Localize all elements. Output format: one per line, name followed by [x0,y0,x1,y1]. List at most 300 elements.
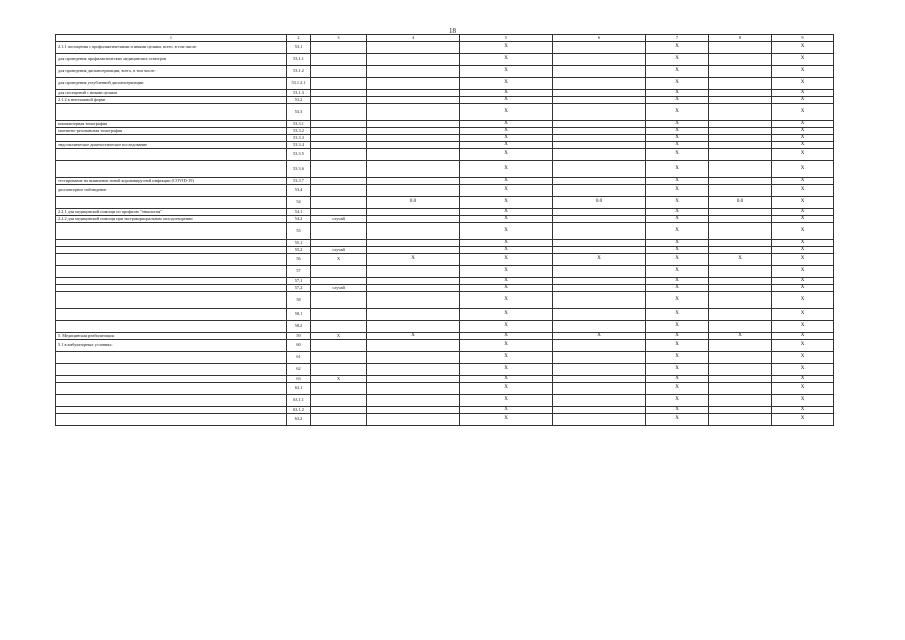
cell-v9: X [772,321,834,333]
cell-v8 [709,278,772,285]
cell-v8 [709,223,772,240]
cell-code: 53.3.6 [287,161,311,178]
cell-v7: X [646,66,709,78]
cell-unit [311,42,367,54]
cell-v8 [709,149,772,161]
cell-unit [311,135,367,142]
cell-v9: X [772,161,834,178]
cell-v6 [553,121,646,128]
cell-v5: X [460,285,553,292]
cell-v6 [553,97,646,104]
cell-v5: X [460,292,553,309]
cell-v6 [553,376,646,383]
cell-v7: X [646,178,709,185]
table-row [56,309,834,321]
cell-v5: X [460,216,553,223]
cell-v6: 0.0 [553,197,646,209]
cell-v3 [367,266,460,278]
cell-code: 53.3.5 [287,149,311,161]
table-row [56,161,834,178]
cell-v9: X [772,309,834,321]
cell-v3 [367,90,460,97]
cell-code: 53.3.2 [287,128,311,135]
cell-v5: X [460,66,553,78]
cell-code: 58,2 [287,321,311,333]
cell-v3 [367,309,460,321]
cell-name: 2.2.2 для медицинской помощи при экстракорпоральном оплодотворении [56,216,287,223]
cell-v8 [709,340,772,352]
cell-name [56,135,287,142]
cell-v3: X [367,333,460,340]
cell-v5: X [460,414,553,426]
cell-name: 2.1.2 в неотложной форме [56,97,287,104]
cell-v9: X [772,292,834,309]
cell-v6 [553,407,646,414]
cell-v8 [709,42,772,54]
cell-v3 [367,414,460,426]
cell-unit [311,240,367,247]
cell-unit [311,209,367,216]
cell-v9: X [772,209,834,216]
cell-v6: X [553,254,646,266]
cell-name [56,266,287,278]
cell-v6 [553,364,646,376]
cell-code: 58 [287,292,311,309]
table-row [56,42,834,54]
cell-code: 57,1 [287,278,311,285]
header-cell: 7 [646,35,709,42]
table-row [56,128,834,135]
cell-name [56,285,287,292]
cell-v5: X [460,197,553,209]
cell-name: 2.2.1 для медицинской помощи по профилю "онкология" [56,209,287,216]
cell-unit [311,223,367,240]
cell-v9: X [772,278,834,285]
cell-v9: X [772,142,834,149]
cell-v9: X [772,104,834,121]
cell-v5: X [460,178,553,185]
cell-v3 [367,285,460,292]
cell-code: 53.1.2 [287,66,311,78]
cell-v8 [709,285,772,292]
cell-v3 [367,97,460,104]
cell-v6 [553,209,646,216]
cell-code: 53.1.2.1 [287,78,311,90]
cell-v9: X [772,97,834,104]
cell-v7: X [646,407,709,414]
cell-v8: 0.0 [709,197,772,209]
cell-unit [311,340,367,352]
cell-name: эндоскопическое диагностическое исследование [56,142,287,149]
cell-unit [311,121,367,128]
cell-code: 53.1.1 [287,54,311,66]
cell-unit [311,278,367,285]
cell-v8 [709,135,772,142]
cell-unit [311,142,367,149]
cell-unit [311,97,367,104]
cell-v6 [553,340,646,352]
cell-v3 [367,352,460,364]
cell-v3 [367,278,460,285]
cell-v5: X [460,352,553,364]
header-cell: 9 [772,35,834,42]
cell-name: 5. Медицинская реабилитация: [56,333,287,340]
cell-code: 63 [287,376,311,383]
cell-v7: X [646,42,709,54]
cell-v3 [367,178,460,185]
cell-v7: X [646,278,709,285]
table-row [56,321,834,333]
cell-code: 63,1 [287,383,311,395]
cell-v8: X [709,254,772,266]
cell-v5: X [460,223,553,240]
cell-v3 [367,209,460,216]
cell-v6: X [553,333,646,340]
cell-v8 [709,161,772,178]
table-row [56,209,834,216]
cell-v8 [709,414,772,426]
cell-v3 [367,395,460,407]
cell-name [56,149,287,161]
cell-name [56,247,287,254]
cell-code: 53.3.4 [287,142,311,149]
cell-v6 [553,135,646,142]
cell-v3 [367,161,460,178]
cell-name [56,197,287,209]
cell-v8 [709,395,772,407]
cell-code: 53,1 [287,42,311,54]
cell-v9: X [772,78,834,90]
cell-v7: X [646,285,709,292]
table-row [56,54,834,66]
table-row [56,364,834,376]
cell-name: компьютерная томография [56,121,287,128]
table-row [56,142,834,149]
cell-name: магнитно-резонансная томография [56,128,287,135]
table-row [56,97,834,104]
table-row [56,254,834,266]
cell-v8 [709,104,772,121]
cell-v5: X [460,78,553,90]
cell-unit [311,178,367,185]
cell-name [56,104,287,121]
cell-name: для посещений с иными целями [56,90,287,97]
cell-unit: X [311,376,367,383]
cell-name: диспансерное наблюдение [56,185,287,197]
cell-v8 [709,78,772,90]
cell-v5: X [460,340,553,352]
cell-v3 [367,223,460,240]
cell-v8 [709,376,772,383]
cell-name: 5.1 в амбулаторных условиях: [56,340,287,352]
cell-unit [311,185,367,197]
cell-v3 [367,321,460,333]
cell-v8 [709,178,772,185]
cell-code: 63,2 [287,414,311,426]
cell-v8 [709,97,772,104]
table-row [56,185,834,197]
table-row [56,352,834,364]
cell-v7: X [646,216,709,223]
cell-v8 [709,54,772,66]
table-row [56,376,834,383]
cell-v3 [367,121,460,128]
cell-v7: X [646,383,709,395]
table-row [56,383,834,395]
cell-name: тестирование на выявление новой коронавирусной инфекции (COVID-19) [56,178,287,185]
cell-v5: X [460,278,553,285]
cell-code: 58,1 [287,309,311,321]
header-cell: 5 [460,35,553,42]
cell-v7: X [646,247,709,254]
table-row [56,223,834,240]
cell-unit [311,309,367,321]
cell-v6 [553,128,646,135]
cell-name [56,161,287,178]
cell-v8 [709,352,772,364]
cell-code: 54,2 [287,216,311,223]
cell-v9: X [772,197,834,209]
cell-v5: X [460,364,553,376]
cell-code: 53.3.7 [287,178,311,185]
cell-unit [311,407,367,414]
cell-v8 [709,321,772,333]
table-row [56,340,834,352]
cell-v9: X [772,128,834,135]
table-row [56,407,834,414]
cell-v3 [367,364,460,376]
cell-v6 [553,292,646,309]
cell-v9: X [772,407,834,414]
cell-code: 61 [287,352,311,364]
cell-unit [311,197,367,209]
cell-name [56,292,287,309]
cell-unit [311,383,367,395]
cell-v6 [553,395,646,407]
cell-v5: X [460,376,553,383]
cell-v3 [367,216,460,223]
cell-unit [311,90,367,97]
cell-v5: X [460,266,553,278]
cell-v6 [553,66,646,78]
cell-name [56,240,287,247]
cell-v7: X [646,104,709,121]
cell-v7: X [646,149,709,161]
cell-v6 [553,352,646,364]
cell-v7: X [646,142,709,149]
cell-v6 [553,216,646,223]
cell-v9: X [772,223,834,240]
cell-v5: X [460,407,553,414]
cell-v9: X [772,240,834,247]
cell-v7: X [646,352,709,364]
cell-v9: X [772,90,834,97]
cell-v9: X [772,135,834,142]
cell-unit [311,78,367,90]
cell-v9: X [772,247,834,254]
cell-v8 [709,66,772,78]
cell-name [56,321,287,333]
cell-v3 [367,66,460,78]
cell-v5: X [460,54,553,66]
cell-v7: X [646,185,709,197]
cell-v7: X [646,161,709,178]
table-row [56,178,834,185]
table-row [56,104,834,121]
cell-unit [311,414,367,426]
cell-name [56,376,287,383]
table-row [56,121,834,128]
cell-v9: X [772,333,834,340]
data-table [55,34,834,426]
cell-code: 54 [287,197,311,209]
cell-v6 [553,104,646,121]
cell-v6 [553,247,646,254]
cell-v8 [709,407,772,414]
cell-v7: X [646,240,709,247]
cell-v3 [367,240,460,247]
cell-v7: X [646,395,709,407]
cell-v7: X [646,135,709,142]
cell-v5: X [460,135,553,142]
table-row [56,333,834,340]
cell-v5: X [460,42,553,54]
cell-code: 55,1 [287,240,311,247]
cell-v7: X [646,97,709,104]
cell-v9: X [772,352,834,364]
cell-code: 55,2 [287,247,311,254]
cell-v5: X [460,104,553,121]
cell-unit [311,364,367,376]
cell-v9: X [772,66,834,78]
cell-name [56,352,287,364]
cell-code: 53.3.3 [287,135,311,142]
cell-v6 [553,285,646,292]
cell-v3 [367,292,460,309]
table-row [56,266,834,278]
cell-code: 53.1.3 [287,90,311,97]
cell-v6 [553,42,646,54]
cell-unit [311,292,367,309]
cell-name [56,254,287,266]
cell-code: 55 [287,223,311,240]
cell-name: для проведения диспансеризации, всего, в том числе: [56,66,287,78]
cell-v9: X [772,216,834,223]
cell-v7: X [646,121,709,128]
cell-v9: X [772,254,834,266]
cell-unit [311,54,367,66]
cell-v6 [553,240,646,247]
cell-v9: X [772,376,834,383]
header-cell: 4 [367,35,460,42]
cell-code: 57 [287,266,311,278]
cell-name [56,278,287,285]
cell-v7: X [646,292,709,309]
cell-v5: X [460,254,553,266]
header-cell: 6 [553,35,646,42]
cell-v6 [553,383,646,395]
cell-v7: X [646,90,709,97]
cell-v3 [367,376,460,383]
table-row [56,149,834,161]
cell-name: для проведения углубленной диспансеризации [56,78,287,90]
cell-v6 [553,309,646,321]
cell-v5: X [460,383,553,395]
cell-code: 63.1.2 [287,407,311,414]
cell-v5: X [460,161,553,178]
cell-v6 [553,278,646,285]
cell-v3: X [367,254,460,266]
cell-v3 [367,149,460,161]
table-row [56,414,834,426]
table-row [56,78,834,90]
cell-v6 [553,54,646,66]
cell-v8 [709,292,772,309]
cell-v3 [367,247,460,254]
cell-v8 [709,383,772,395]
cell-v9: X [772,178,834,185]
header-row [56,35,834,42]
cell-v3 [367,142,460,149]
cell-v9: X [772,185,834,197]
cell-v5: X [460,185,553,197]
cell-v9: X [772,121,834,128]
cell-v8 [709,128,772,135]
cell-v3 [367,42,460,54]
cell-unit [311,161,367,178]
table-row [56,240,834,247]
cell-code: 53,2 [287,97,311,104]
cell-v5: X [460,209,553,216]
cell-unit [311,149,367,161]
cell-v7: X [646,414,709,426]
cell-v7: X [646,309,709,321]
cell-v6 [553,149,646,161]
cell-name [56,407,287,414]
cell-v5: X [460,333,553,340]
cell-name [56,395,287,407]
cell-v6 [553,161,646,178]
cell-v8 [709,247,772,254]
cell-v7: X [646,340,709,352]
table-row [56,292,834,309]
cell-v8 [709,121,772,128]
cell-unit: случай [311,247,367,254]
cell-name [56,223,287,240]
cell-v7: X [646,223,709,240]
table-row [56,197,834,209]
cell-unit: случай [311,216,367,223]
cell-v6 [553,414,646,426]
cell-unit [311,66,367,78]
cell-v5: X [460,309,553,321]
cell-v6 [553,185,646,197]
table-body [56,42,834,426]
cell-unit: случай [311,285,367,292]
cell-name: 2.1.1 посещения с профилактическими и иными целями, всего, в том числе: [56,42,287,54]
header-cell: 1 [56,35,287,42]
cell-v9: X [772,285,834,292]
cell-v7: X [646,209,709,216]
cell-v9: X [772,149,834,161]
cell-name: для проведения профилактических медицинских осмотров [56,54,287,66]
cell-v7: X [646,333,709,340]
cell-code: 53,3 [287,104,311,121]
table-row [56,216,834,223]
cell-v9: X [772,340,834,352]
cell-v6 [553,223,646,240]
table-row [56,395,834,407]
